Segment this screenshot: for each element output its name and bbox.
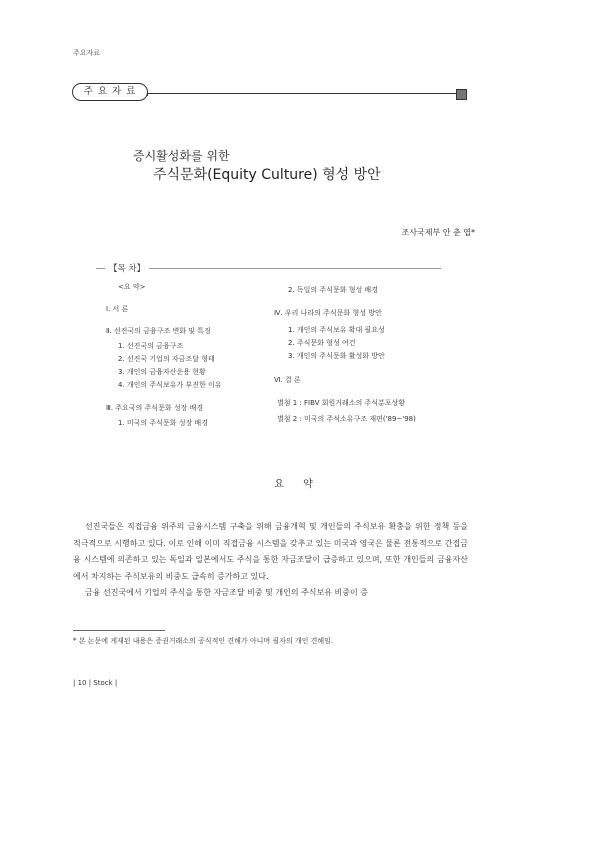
title-line-1: 증시활성화를 위한 [133, 149, 230, 163]
toc-item: Ⅲ. 주요국의 주식문화 성장 배경 [106, 404, 204, 412]
toc-heading: 【목 차】 [105, 262, 149, 274]
toc-item: 3. 개인의 금융자산운용 현황 [118, 368, 206, 376]
running-header: 주요자료 [73, 49, 101, 57]
toc-item: 1. 개인의 주식보유 확대 필요성 [288, 326, 385, 334]
toc-item: 2. 독일의 주식문화 형성 배경 [288, 286, 378, 294]
header-rule [148, 93, 456, 94]
toc-item: 1. 미국의 주식문화 성장 배경 [118, 419, 208, 427]
toc-item: 2. 주식문화 형성 여건 [288, 339, 356, 347]
square-marker-icon [456, 89, 467, 100]
toc-item: 별첨 1 : FIBV 회원거래소의 주식분포상황 [277, 399, 406, 407]
toc-item: 4. 개인의 주식보유가 부진한 이유 [118, 381, 222, 389]
footnote-rule [73, 630, 165, 631]
summary-paragraph: 선진국들은 직접금융 위주의 금융시스템 구축을 위해 금융개혁 및 개인들의 주식보유 확충을 위한 정책 등을 적극적으로 시행하고 있다. 이로 인해 이미 직접금융 시스템을 갖추고 있는 미국과 영국은 물론 전통적으로 간접금융 시스템에 의존하고 있는 독일과 일본에서도 주식을 통한 자금조달이 급증하고 있으며, 또한 개인들의 금융자산에서 차지하는 주식보유의 비중도 급속히 증가하고 있다. [73, 522, 468, 581]
author: 조사국제부 안 춘 엽* [401, 228, 475, 237]
title-line-2: 주식문화(Equity Culture) 형성 방안 [153, 167, 381, 183]
toc-item: Ⅰ. 서 론 [106, 305, 129, 313]
toc-item: 2. 선진국 기업의 자금조달 형태 [118, 355, 215, 363]
section-badge: 주요자료 [72, 83, 148, 101]
toc-item: 1. 선진국의 금융구조 [118, 342, 184, 350]
summary-paragraph: 금융 선진국에서 기업의 주식을 통한 자금조달 비중 및 개인의 주식보유 비중이 증 [85, 588, 368, 597]
footnote: * 본 논문에 게재된 내용은 증권거래소의 공식적인 견해가 아니며 필자의 개인 견해임. [73, 637, 334, 645]
toc-item: <요 약> [118, 283, 146, 291]
page-footer: | 10 | Stock | [73, 679, 118, 687]
summary-title: 요 약 [274, 479, 321, 490]
toc-item: 3. 개인의 주식문화 활성화 방안 [288, 352, 385, 360]
toc-item: Ⅳ. 우리 나라의 주식문화 형성 방안 [274, 309, 382, 317]
toc-item: 별첨 2 : 미국의 주식소유구조 재편('89~'98) [277, 415, 416, 423]
toc-item: Ⅱ. 선진국의 금융구조 변화 및 특징 [106, 327, 211, 335]
summary-body [73, 519, 468, 602]
toc-item: Ⅵ. 결 론 [274, 376, 301, 384]
